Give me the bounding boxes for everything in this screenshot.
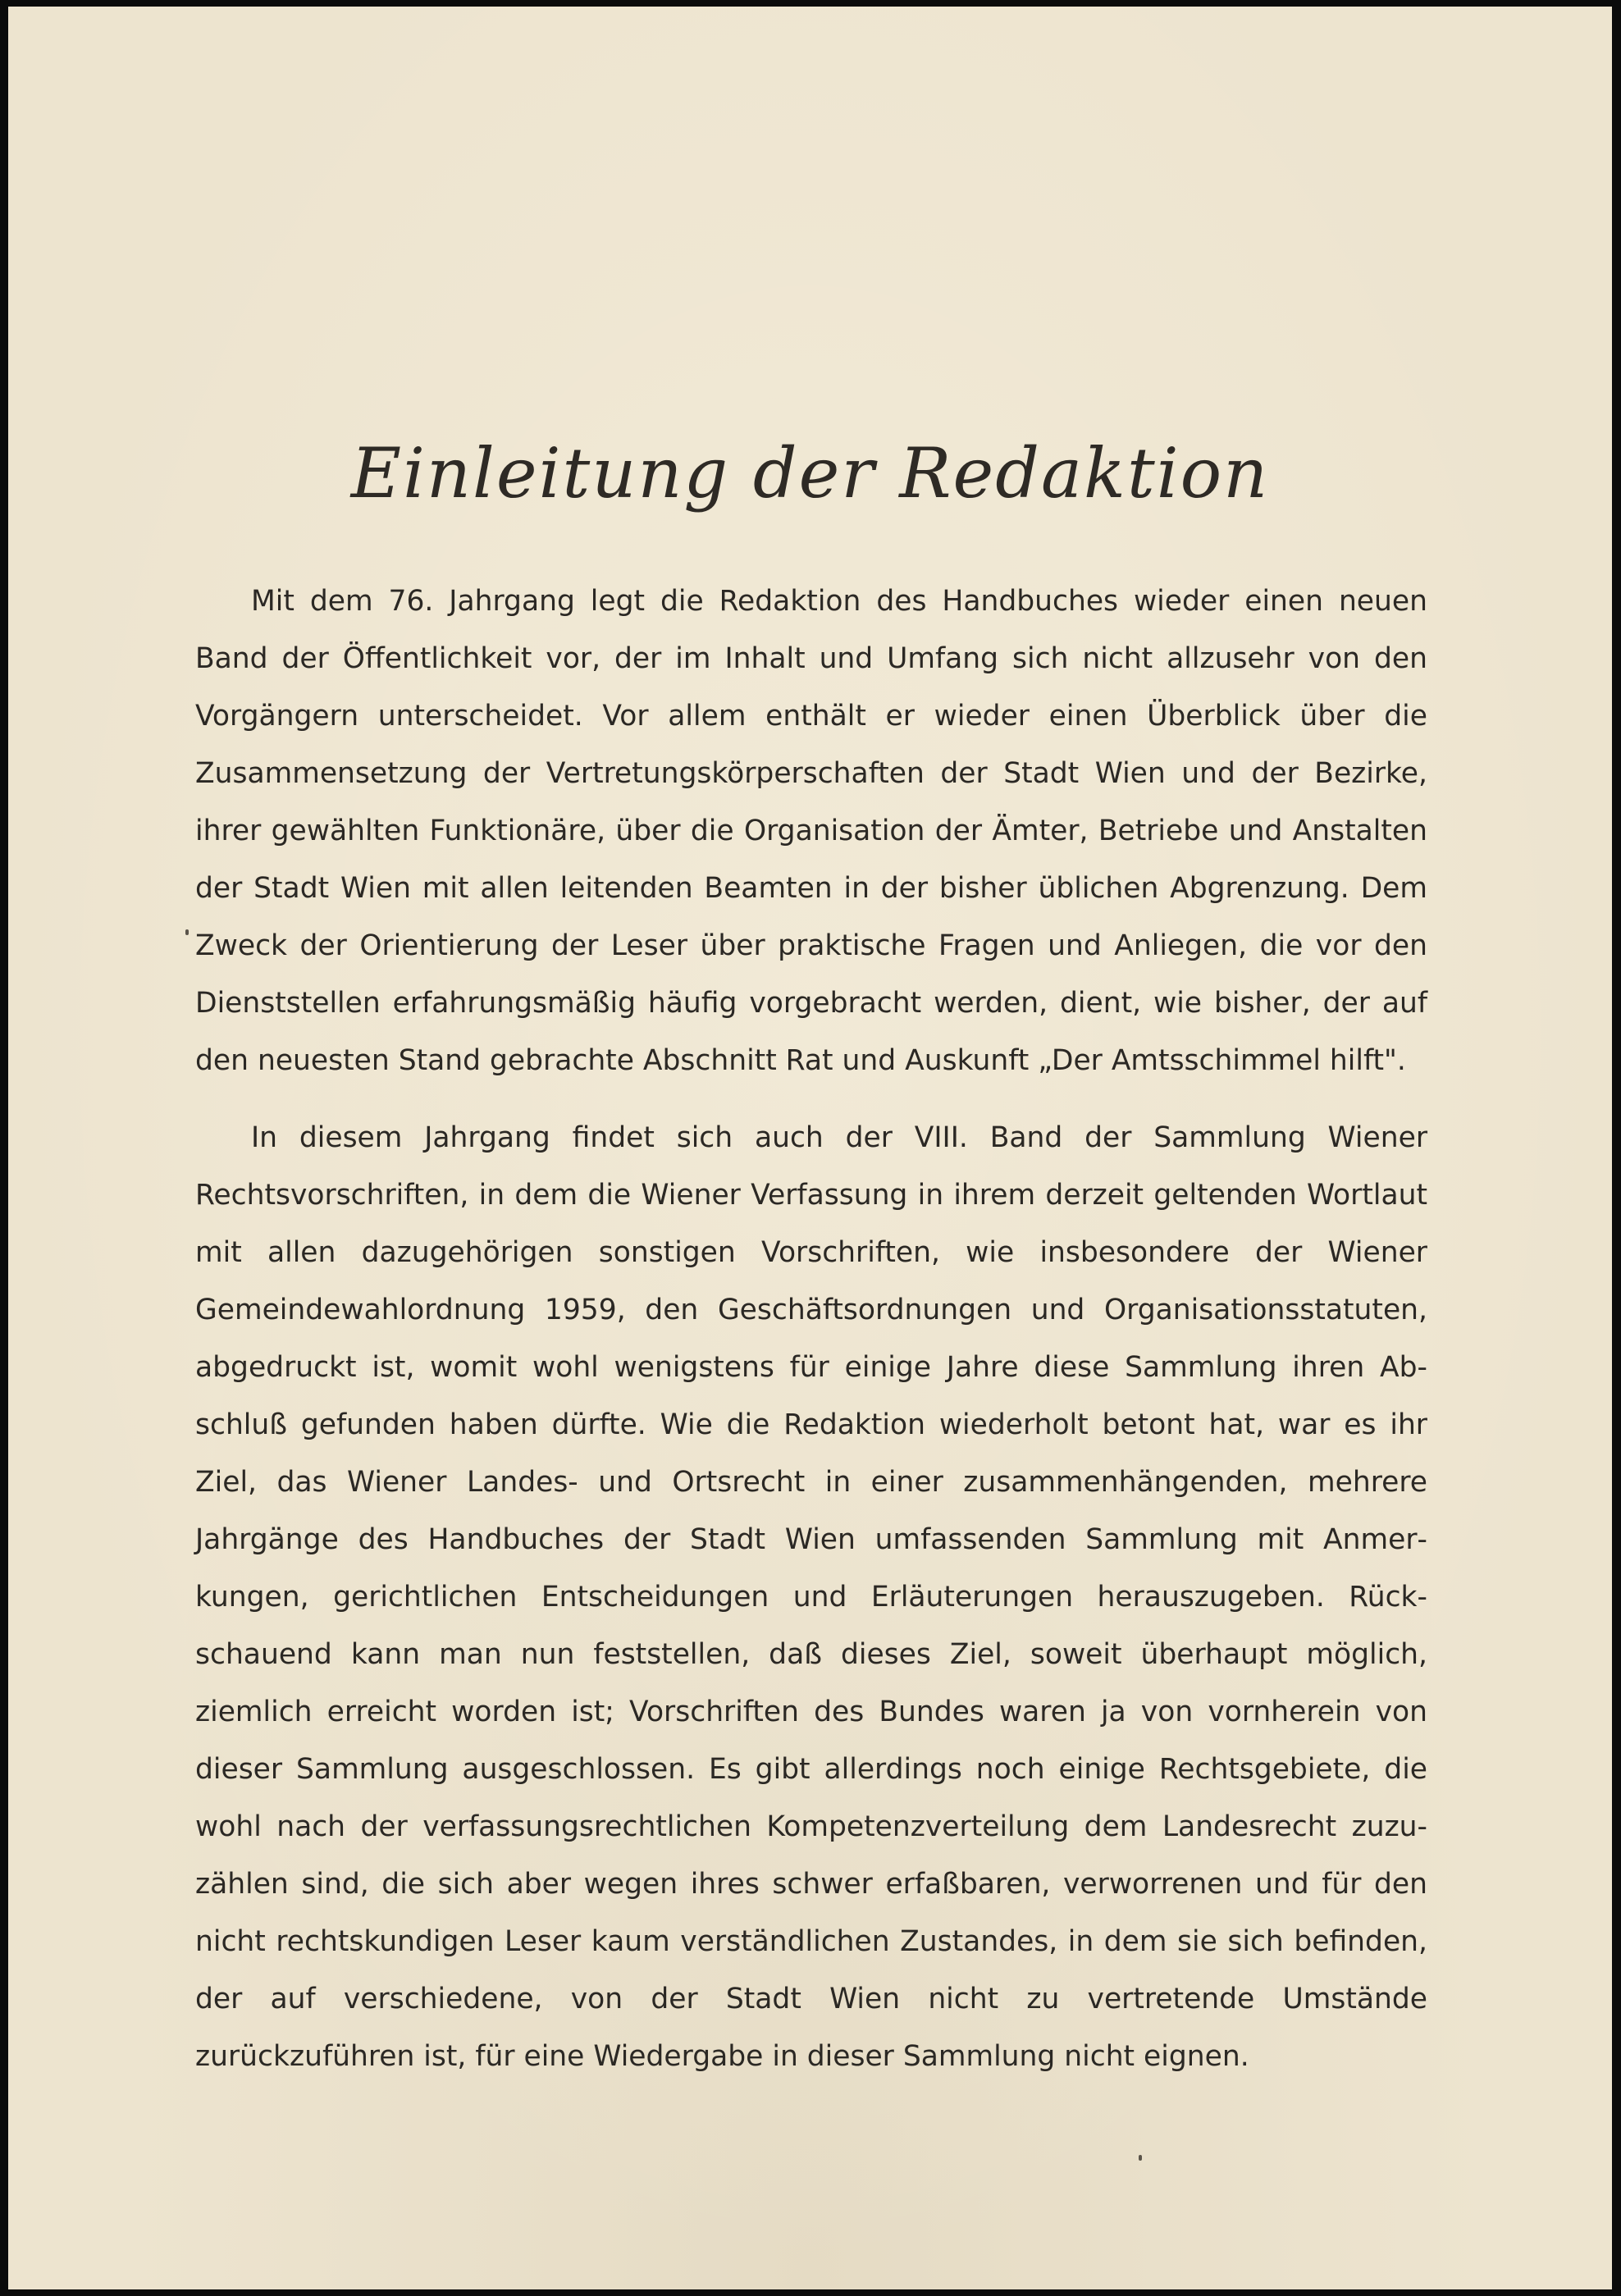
page-title: Einleitung der Redaktion <box>350 433 1270 514</box>
paper-speck <box>1139 2155 1142 2161</box>
document-page <box>8 7 1612 2289</box>
document-body <box>195 573 1427 2085</box>
paper-speck <box>185 929 189 935</box>
paragraph-2: In diesem Jahrgang findet sich auch der VIII. Band der Sammlung Wiener Rechtsvorschriften, in dem die Wiener Verfassung in ihrem derzeit geltenden Wortlaut mit allen dazugehörigen sonstigen Vorschriften, wie insbesondere der Wiener Gemeindewahlordnung 1959, den Geschäftsordnungen und Organisationsstatuten, abgedruckt ist, womit wohl wenigstens für einige Jahre diese Sammlung ihren Abschluß gefunden haben dürfte. Wie die Redaktion wiederholt betont hat, war es ihr Ziel, das Wiener Landes- und Ortsrecht in einer zusammenhängenden, mehrere Jahrgänge des Handbuches der Stadt Wien umfassenden Sammlung mit Anmerkungen, gerichtlichen Entscheidungen und Erläuterungen herauszugeben. Rückschauend kann man nun feststellen, daß dieses Ziel, soweit überhaupt möglich, ziemlich erreicht worden ist; Vorschriften des Bundes waren ja von vornherein von dieser Sammlung ausgeschlossen. Es gibt allerdings noch einige Rechtsgebiete, die wohl nach der verfassungsrechtlichen Kompetenzverteilung dem Landesrecht zuzuzählen sind, die sich aber wegen ihres schwer erfaßbaren, verworrenen und für den nicht rechtskundigen Leser kaum verständlichen Zustandes, in dem sie sich befinden, der auf verschiedene, von der Stadt Wien nicht zu vertretende Umstände zurückzuführen ist, für eine Wiedergabe in dieser Sammlung nicht eignen. <box>195 1121 1427 2073</box>
paragraph-1: Mit dem 76. Jahrgang legt die Redaktion des Handbuches wieder einen neuen Band der Öffentlichkeit vor, der im Inhalt und Umfang sich nicht allzusehr von den Vorgängern unterscheidet. Vor allem enthält er wieder einen Überblick über die Zusammensetzung der Vertretungskörperschaften der Stadt Wien und der Bezirke, ihrer gewählten Funktionäre, über die Organisation der Ämter, Betriebe und Anstalten der Stadt Wien mit allen leitenden Beamten in der bisher üblichen Abgrenzung. Dem Zweck der Orientierung der Leser über praktische Fragen und Anliegen, die vor den Dienststellen erfahrungsmäßig häufig vorgebracht werden, dient, wie bisher, der auf den neuesten Stand gebrachte Abschnitt Rat und Auskunft „Der Amtsschimmel hilft". <box>195 585 1427 1077</box>
